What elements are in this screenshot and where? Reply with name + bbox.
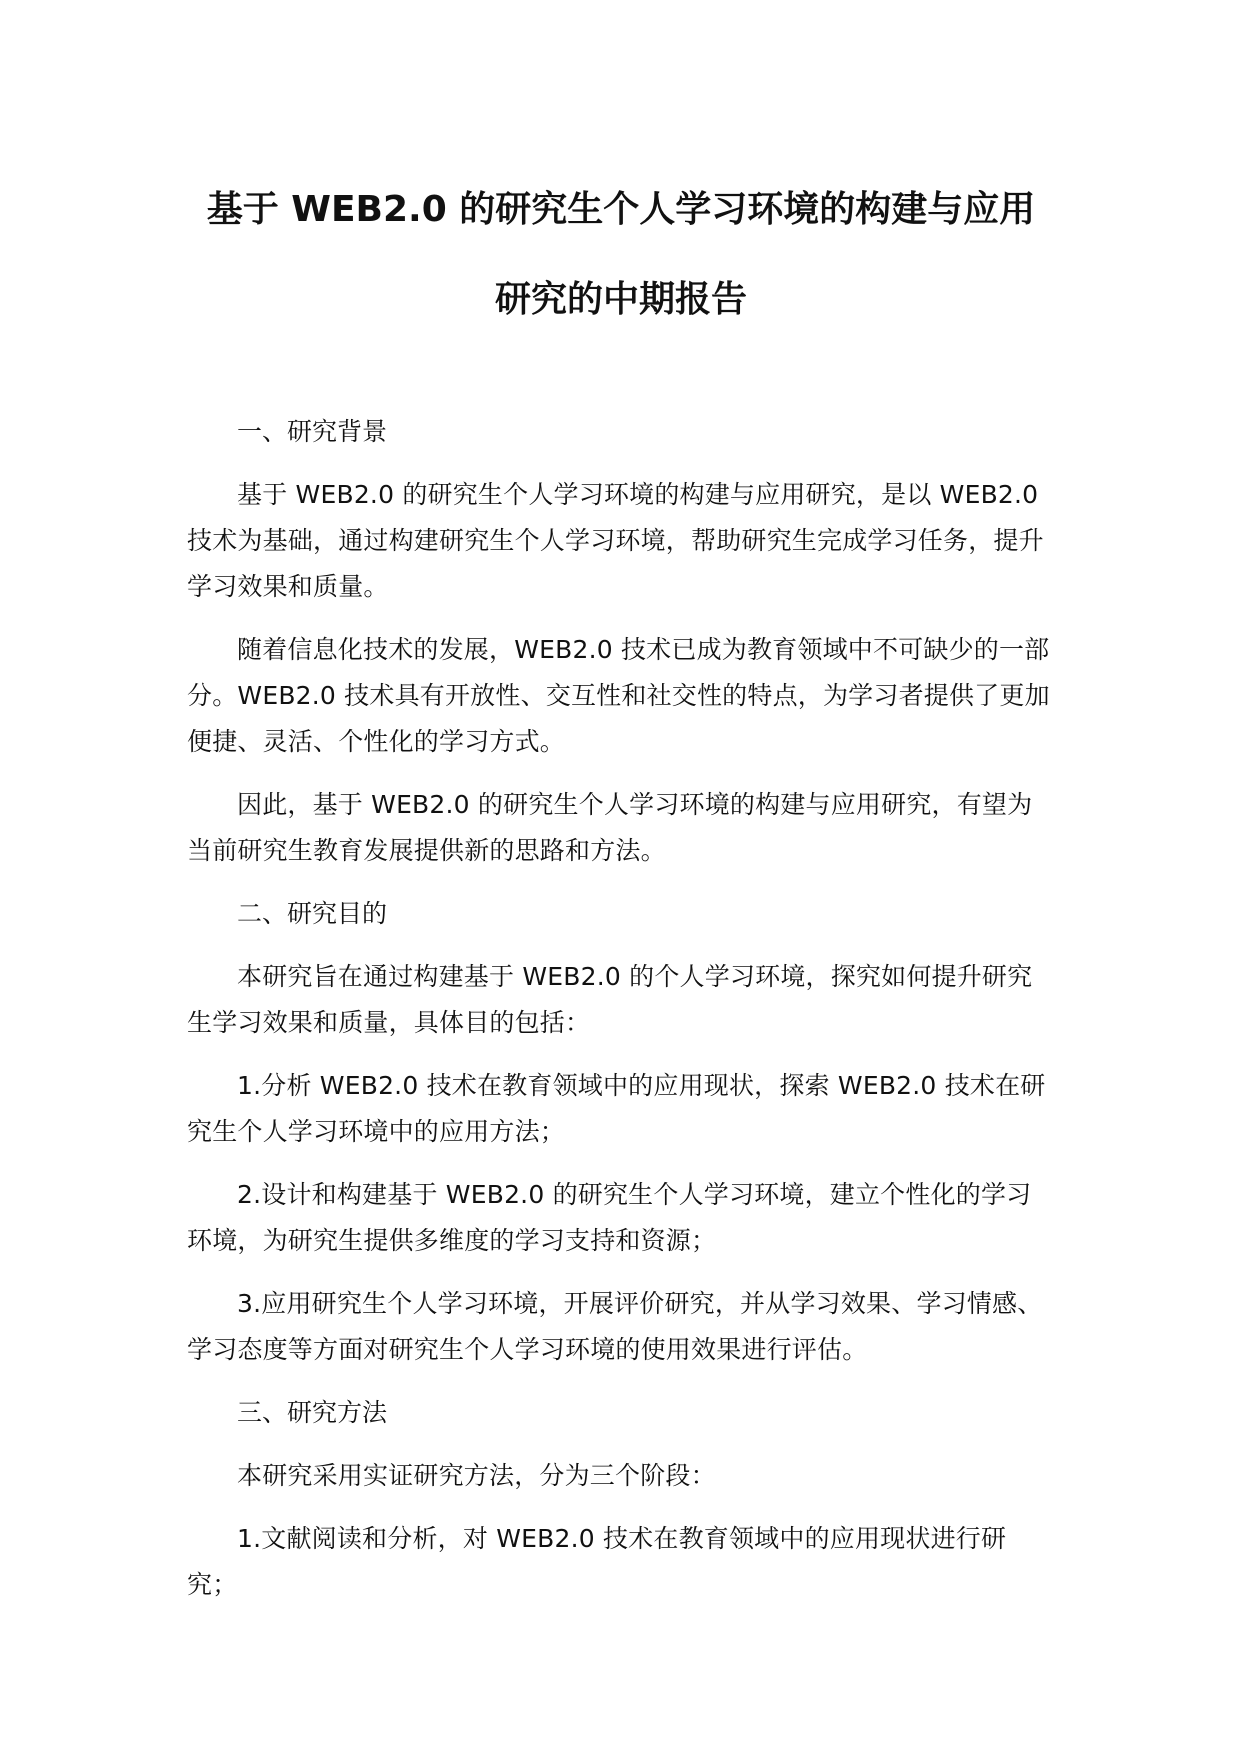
section-heading-purpose: 二、研究目的 bbox=[237, 899, 388, 928]
paragraph: 本研究采用实证研究方法，分为三个阶段： bbox=[237, 1461, 716, 1490]
document-body bbox=[187, 409, 1055, 1608]
paragraph: 本研究旨在通过构建基于 WEB2.0 的个人学习环境，探究如何提升研究生学习效果和质量，具体目的包括： bbox=[187, 962, 1033, 1037]
title-line-2: 研究的中期报告 bbox=[494, 279, 747, 320]
paragraph: 因此，基于 WEB2.0 的研究生个人学习环境的构建与应用研究，有望为当前研究生教育发展提供新的思路和方法。 bbox=[187, 790, 1033, 865]
section-heading-background: 一、研究背景 bbox=[237, 417, 388, 446]
paragraph: 随着信息化技术的发展，WEB2.0 技术已成为教育领域中不可缺少的一部分。WEB2.0 技术具有开放性、交互性和社交性的特点，为学习者提供了更加便捷、灵活、个性化的学习方式。 bbox=[187, 635, 1050, 756]
list-item: 1.分析 WEB2.0 技术在教育领域中的应用现状，探索 WEB2.0 技术在研究生个人学习环境中的应用方法； bbox=[187, 1071, 1046, 1146]
document-content bbox=[187, 165, 1055, 1625]
paragraph: 基于 WEB2.0 的研究生个人学习环境的构建与应用研究，是以 WEB2.0 技术为基础，通过构建研究生个人学习环境，帮助研究生完成学习任务，提升学习效果和质量。 bbox=[187, 480, 1044, 601]
list-item: 2.设计和构建基于 WEB2.0 的研究生个人学习环境，建立个性化的学习环境，为研究生提供多维度的学习支持和资源； bbox=[187, 1180, 1032, 1255]
title-line-1: 基于 WEB2.0 的研究生个人学习环境的构建与应用 bbox=[206, 189, 1036, 230]
section-heading-method: 三、研究方法 bbox=[237, 1398, 388, 1427]
list-item: 1.文献阅读和分析，对 WEB2.0 技术在教育领域中的应用现状进行研究； bbox=[187, 1524, 1007, 1599]
list-item: 3.应用研究生个人学习环境，开展评价研究，并从学习效果、学习情感、学习态度等方面对研究生个人学习环境的使用效果进行评估。 bbox=[187, 1289, 1043, 1364]
document-title bbox=[187, 165, 1055, 345]
